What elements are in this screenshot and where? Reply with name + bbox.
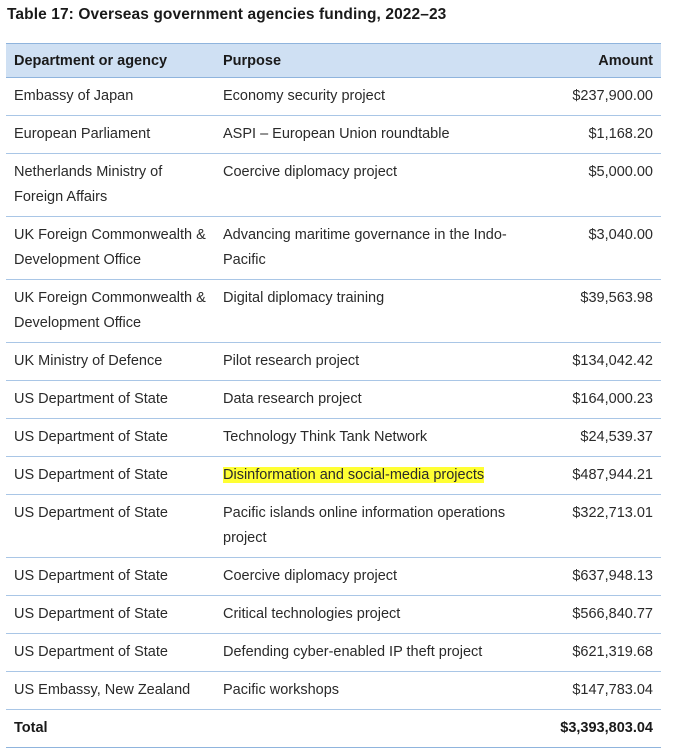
cell-purpose: Pacific islands online information operations project (215, 495, 546, 558)
table-row (6, 381, 661, 419)
cell-purpose: Technology Think Tank Network (215, 419, 546, 457)
cell-purpose: Defending cyber-enabled IP theft project (215, 634, 546, 672)
table-row (6, 419, 661, 457)
table-body (6, 78, 661, 748)
table-row (6, 558, 661, 596)
cell-department: Embassy of Japan (6, 78, 215, 116)
table-row (6, 116, 661, 154)
cell-department: US Department of State (6, 457, 215, 495)
total-empty-cell (215, 710, 546, 748)
funding-table (6, 43, 661, 748)
header-row (6, 44, 661, 78)
table-row (6, 154, 661, 217)
cell-purpose: Coercive diplomacy project (215, 154, 546, 217)
cell-amount: $621,319.68 (546, 634, 661, 672)
cell-amount: $322,713.01 (546, 495, 661, 558)
cell-amount: $24,539.37 (546, 419, 661, 457)
cell-amount: $487,944.21 (546, 457, 661, 495)
total-amount: $3,393,803.04 (546, 710, 661, 748)
table-title: Table 17: Overseas government agencies funding, 2022–23 (7, 6, 447, 23)
cell-department: UK Foreign Commonwealth & Development Office (6, 217, 215, 280)
cell-department: US Department of State (6, 558, 215, 596)
cell-amount: $237,900.00 (546, 78, 661, 116)
total-row (6, 710, 661, 748)
cell-purpose: Economy security project (215, 78, 546, 116)
cell-department: US Department of State (6, 634, 215, 672)
cell-department: UK Ministry of Defence (6, 343, 215, 381)
cell-purpose: ASPI – European Union roundtable (215, 116, 546, 154)
cell-department: US Department of State (6, 419, 215, 457)
table-row (6, 672, 661, 710)
cell-amount: $3,040.00 (546, 217, 661, 280)
cell-amount: $134,042.42 (546, 343, 661, 381)
cell-purpose (215, 457, 546, 495)
table-row (6, 596, 661, 634)
cell-department: US Department of State (6, 495, 215, 558)
table-row-highlighted (6, 457, 661, 495)
cell-purpose: Pacific workshops (215, 672, 546, 710)
table-header (6, 44, 661, 78)
cell-department: US Department of State (6, 596, 215, 634)
header-department: Department or agency (6, 44, 215, 78)
cell-amount: $39,563.98 (546, 280, 661, 343)
table-row (6, 495, 661, 558)
cell-department: US Department of State (6, 381, 215, 419)
highlighted-purpose: Disinformation and social-media projects (223, 467, 485, 483)
cell-amount: $1,168.20 (546, 116, 661, 154)
cell-amount: $164,000.23 (546, 381, 661, 419)
cell-department: European Parliament (6, 116, 215, 154)
cell-purpose: Advancing maritime governance in the Indo-Pacific (215, 217, 546, 280)
cell-amount: $566,840.77 (546, 596, 661, 634)
cell-department: US Embassy, New Zealand (6, 672, 215, 710)
table-row (6, 280, 661, 343)
table-row (6, 78, 661, 116)
table-row (6, 634, 661, 672)
cell-purpose: Data research project (215, 381, 546, 419)
cell-amount: $637,948.13 (546, 558, 661, 596)
cell-department: Netherlands Ministry of Foreign Affairs (6, 154, 215, 217)
total-label: Total (6, 710, 215, 748)
cell-purpose: Pilot research project (215, 343, 546, 381)
cell-amount: $147,783.04 (546, 672, 661, 710)
cell-purpose: Coercive diplomacy project (215, 558, 546, 596)
header-amount: Amount (546, 44, 661, 78)
table-row (6, 343, 661, 381)
cell-amount: $5,000.00 (546, 154, 661, 217)
header-purpose: Purpose (215, 44, 546, 78)
table-row (6, 217, 661, 280)
cell-purpose: Critical technologies project (215, 596, 546, 634)
cell-department: UK Foreign Commonwealth & Development Office (6, 280, 215, 343)
cell-purpose: Digital diplomacy training (215, 280, 546, 343)
